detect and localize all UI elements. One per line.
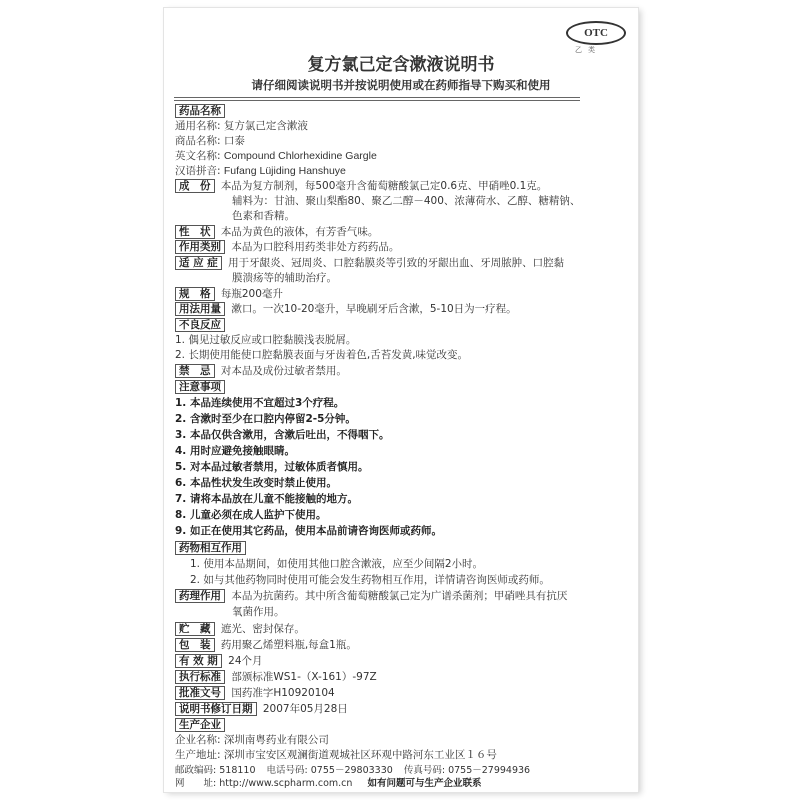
field-label: 网 址:	[175, 778, 217, 789]
section-label: 不良反应	[175, 318, 225, 332]
field-label: 通用名称:	[175, 120, 221, 132]
field-label: 汉语拼音:	[175, 165, 221, 177]
composition-excipients: 辅料为：甘油、聚山梨酯80、聚乙二醇－400、浓薄荷水、乙醇、糖精钠、	[232, 195, 581, 207]
document-subtitle: 请仔细阅读说明书并按说明使用或在药师指导下购买和使用	[251, 78, 551, 92]
precaution-item: 2. 含漱时至少在口腔内停留2-5分钟。	[175, 413, 356, 425]
adverse-heading	[175, 318, 228, 333]
precautions-heading	[175, 380, 228, 395]
section-label: 药品名称	[175, 104, 225, 118]
standard-text: 部颁标准WS1-（X-161）-97Z	[231, 671, 377, 683]
footer-note: 如有问题可与生产企业联系	[367, 778, 482, 789]
indications-text: 用于牙龈炎、冠周炎、口腔黏膜炎等引致的牙龈出血、牙周脓肿、口腔黏	[228, 257, 565, 269]
section-label: 规 格	[175, 287, 215, 301]
trade-name-row	[175, 134, 245, 149]
composition-text: 本品为复方制剂，每500毫升含葡萄糖酸氯己定0.6克、甲硝唑0.1克。	[220, 180, 548, 192]
section-label: 批准文号	[175, 686, 225, 700]
package-row	[175, 638, 357, 653]
section-label: 生产企业	[175, 718, 225, 732]
precaution-item: 4. 用时应避免接触眼睛。	[175, 445, 295, 457]
package-text: 药用聚乙烯塑料瓶,每盒1瓶。	[220, 639, 357, 651]
field-label: 商品名称:	[175, 135, 221, 147]
section-label: 成 份	[175, 179, 215, 193]
category-row	[175, 240, 399, 255]
indications-text-cont: 膜溃疡等的辅助治疗。	[232, 272, 337, 284]
manufacturer-address-row	[175, 748, 497, 763]
section-label: 有 效 期	[175, 654, 222, 668]
adverse-item: 1. 偶见过敏反应或口腔黏膜浅表脱屑。	[175, 334, 357, 346]
section-name-heading	[175, 104, 228, 119]
section-label: 注意事项	[175, 380, 225, 394]
manufacturer-name-row	[175, 733, 329, 748]
approval-text: 国药准字H10920104	[231, 687, 335, 699]
divider	[174, 100, 580, 101]
generic-name: 复方氯己定含漱液	[223, 120, 308, 132]
section-label: 适 应 症	[175, 256, 222, 270]
divider	[174, 97, 580, 98]
indications-row	[175, 256, 564, 271]
storage-text: 遮光、密封保存。	[220, 623, 305, 635]
section-label: 执行标准	[175, 670, 225, 684]
contraindication-row	[175, 364, 347, 379]
otc-category: 乙类	[575, 46, 601, 54]
manufacturer-address: 深圳市宝安区观澜街道观城社区环观中路河东工业区１６号	[223, 749, 497, 761]
generic-name-row	[175, 119, 308, 134]
manufacturer-heading	[175, 718, 228, 733]
category-text: 本品为口腔科用药类非处方药药品。	[231, 241, 400, 253]
otc-mark: OTC	[566, 21, 626, 45]
adverse-item: 2. 长期使用能使口腔黏膜表面与牙齿着色,舌苔发黄,味觉改变。	[175, 349, 469, 361]
field-label: 英文名称:	[175, 150, 221, 162]
revision-text: 2007年05月28日	[262, 703, 348, 715]
approval-row	[175, 686, 335, 701]
web-row	[175, 776, 481, 791]
phone-number: 0755－29803330	[310, 765, 393, 776]
section-label: 用法用量	[175, 302, 225, 316]
composition-row	[175, 179, 547, 194]
properties-row	[175, 225, 378, 240]
section-label: 包 装	[175, 638, 215, 652]
dosage-row	[175, 302, 517, 317]
pharmacology-text: 本品为抗菌药。其中所含葡萄糖酸氯己定为广谱杀菌剂；甲硝唑具有抗厌	[231, 590, 568, 602]
specification-row	[175, 287, 283, 302]
english-name-row	[175, 149, 377, 164]
pinyin-row	[175, 164, 346, 179]
section-label: 药物相互作用	[175, 541, 246, 555]
composition-excipients-cont: 色素和香精。	[232, 210, 295, 222]
precaution-item: 7. 请将本品放在儿童不能接触的地方。	[175, 493, 358, 505]
field-label: 传真号码:	[403, 765, 446, 776]
properties-text: 本品为黄色的液体，有芳香气味。	[220, 226, 379, 238]
interaction-item: 1. 使用本品期间，如使用其他口腔含漱液，应至少间隔2小时。	[190, 558, 484, 570]
field-label: 电话号码:	[266, 765, 308, 776]
precaution-item: 8. 儿童必须在成人监护下使用。	[175, 509, 327, 521]
contraindication-text: 对本品及成份过敏者禁用。	[220, 365, 347, 377]
precaution-item: 9. 如正在使用其它药品，使用本品前请咨询医师或药师。	[175, 525, 442, 537]
section-label: 药理作用	[175, 589, 225, 603]
trade-name: 口泰	[223, 135, 245, 147]
revision-row	[175, 702, 348, 717]
section-label: 性 状	[175, 225, 215, 239]
storage-row	[175, 622, 305, 637]
pharmacology-text-cont: 氧菌作用。	[232, 606, 285, 618]
field-label: 企业名称:	[175, 734, 221, 746]
field-label: 生产地址:	[175, 749, 221, 761]
english-name: Compound Chlorhexidine Gargle	[223, 150, 377, 162]
website-link[interactable]: http://www.scpharm.com.cn	[219, 778, 353, 789]
dosage-text: 漱口。一次10-20毫升，早晚刷牙后含漱，5-10日为一疗程。	[231, 303, 517, 315]
precaution-item: 3. 本品仅供含漱用，含漱后吐出，不得咽下。	[175, 429, 390, 441]
precaution-item: 6. 本品性状发生改变时禁止使用。	[175, 477, 337, 489]
standard-row	[175, 670, 377, 685]
manufacturer-name: 深圳南粤药业有限公司	[223, 734, 329, 746]
specification-text: 每瓶200毫升	[220, 288, 283, 300]
precaution-item: 1. 本品连续使用不宜超过3个疗程。	[175, 397, 345, 409]
document-title: 复方氯己定含漱液说明书	[307, 55, 495, 75]
interactions-heading	[175, 541, 249, 556]
validity-text: 24个月	[228, 655, 263, 667]
postcode: 518110	[219, 765, 256, 776]
section-label: 作用类别	[175, 240, 225, 254]
field-label: 邮政编码:	[175, 765, 217, 776]
pharmacology-row	[175, 589, 567, 604]
pinyin-name: Fufang Lüjiding Hanshuye	[223, 165, 346, 177]
section-label: 说明书修订日期	[175, 702, 257, 716]
precaution-item: 5. 对本品过敏者禁用，过敏体质者慎用。	[175, 461, 369, 473]
validity-row	[175, 654, 263, 669]
fax-number: 0755－27994936	[448, 765, 531, 776]
interaction-item: 2. 如与其他药物同时使用可能会发生药物相互作用，详情请咨询医师或药师。	[190, 574, 550, 586]
section-label: 贮 藏	[175, 622, 215, 636]
section-label: 禁 忌	[175, 364, 215, 378]
